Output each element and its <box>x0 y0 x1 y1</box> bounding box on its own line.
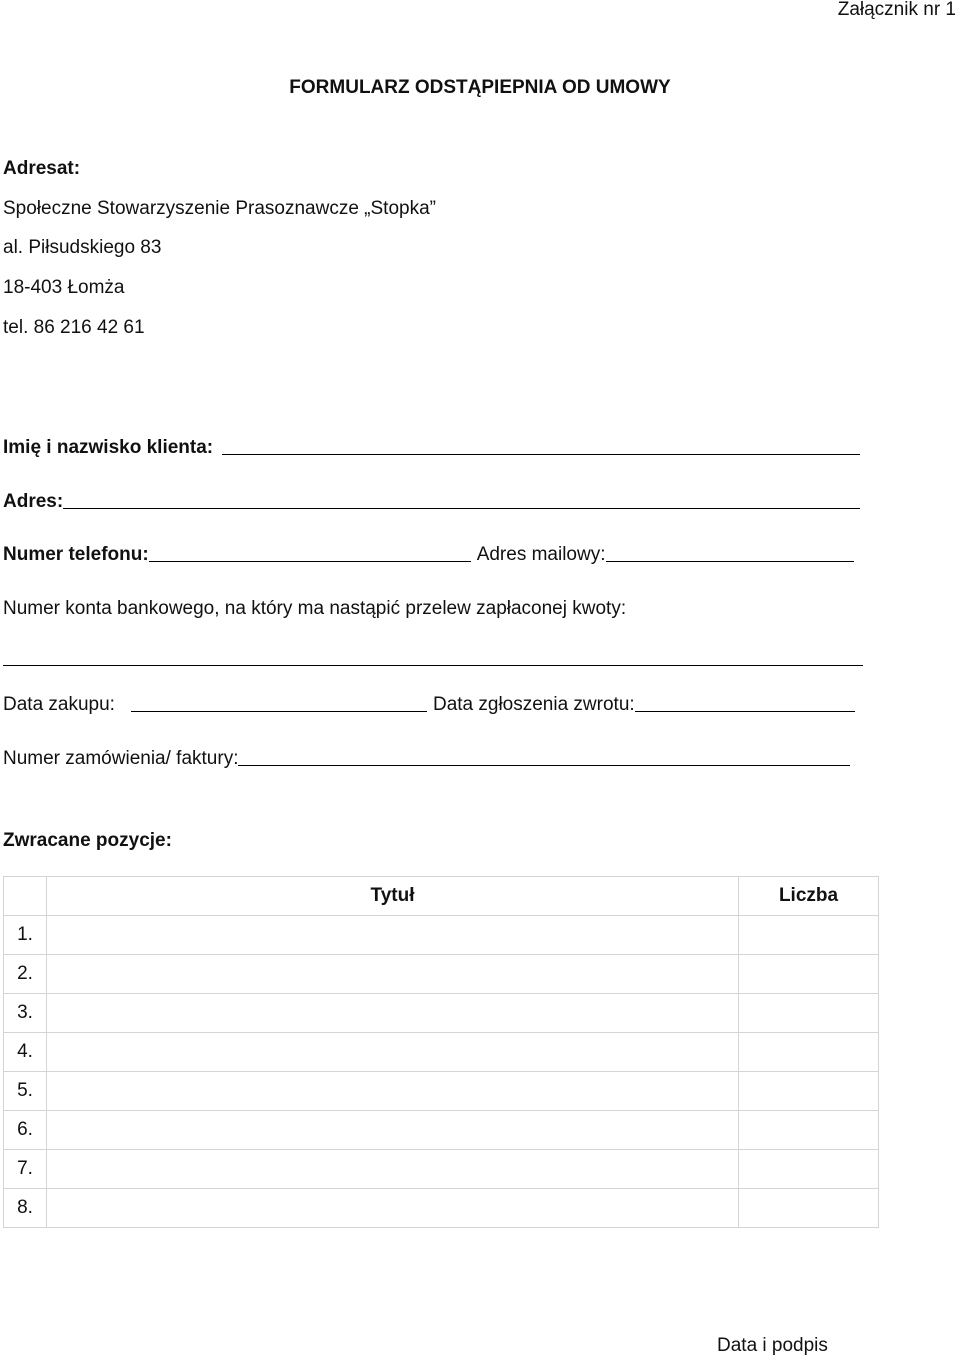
row-number: 5. <box>4 1072 47 1111</box>
name-label: Imię i nazwisko klienta: <box>3 437 214 458</box>
row-title-cell[interactable] <box>47 1033 739 1072</box>
row-count-cell[interactable] <box>739 1072 879 1111</box>
bank-fill-line[interactable] <box>3 665 863 666</box>
addressee-line: Społeczne Stowarzyszenie Prasoznawcze „Stopka” <box>3 198 436 219</box>
row-title-cell[interactable] <box>47 1150 739 1189</box>
row-number: 6. <box>4 1111 47 1150</box>
row-number: 3. <box>4 994 47 1033</box>
items-table <box>3 876 879 1228</box>
table-header-title: Tytuł <box>47 877 739 916</box>
table-row <box>4 1072 879 1111</box>
addressee-line: al. Piłsudskiego 83 <box>3 237 162 258</box>
table-header-count: Liczba <box>739 877 879 916</box>
row-count-cell[interactable] <box>739 994 879 1033</box>
signature-label: Data i podpis <box>717 1335 828 1356</box>
name-field <box>3 438 860 457</box>
row-number: 7. <box>4 1150 47 1189</box>
addressee-line: tel. 86 216 42 61 <box>3 317 145 338</box>
table-row <box>4 1150 879 1189</box>
return-date-label: Data zgłoszenia zwrotu: <box>432 694 635 715</box>
row-count-cell[interactable] <box>739 955 879 994</box>
row-count-cell[interactable] <box>739 1033 879 1072</box>
table-header-number <box>4 877 47 916</box>
return-date-fill-line[interactable] <box>635 710 855 712</box>
annex-label: Załącznik nr 1 <box>837 0 956 20</box>
address-label: Adres: <box>3 491 64 512</box>
email-fill-line[interactable] <box>606 560 854 562</box>
table-row <box>4 1111 879 1150</box>
purchase-date-fill-line[interactable] <box>131 710 427 712</box>
table-row <box>4 1189 879 1228</box>
table-row <box>4 955 879 994</box>
order-label: Numer zamówienia/ faktury: <box>3 748 239 769</box>
table-row <box>4 1033 879 1072</box>
row-title-cell[interactable] <box>47 1189 739 1228</box>
order-field <box>3 749 850 768</box>
row-number: 1. <box>4 916 47 955</box>
row-title-cell[interactable] <box>47 994 739 1033</box>
dates-field <box>3 695 855 714</box>
phone-email-field <box>3 545 854 564</box>
row-title-cell[interactable] <box>47 1111 739 1150</box>
row-number: 8. <box>4 1189 47 1228</box>
row-count-cell[interactable] <box>739 1111 879 1150</box>
email-label: Adres mailowy: <box>476 544 606 565</box>
row-title-cell[interactable] <box>47 1072 739 1111</box>
name-fill-line[interactable] <box>222 453 860 455</box>
bank-label: Numer konta bankowego, na który ma nastąpić przelew zapłaconej kwoty: <box>3 598 627 619</box>
order-fill-line[interactable] <box>238 764 850 766</box>
page-title: FORMULARZ ODSTĄPIEPNIA OD UMOWY <box>289 77 671 98</box>
addressee-line: 18-403 Łomża <box>3 277 125 298</box>
table-row <box>4 994 879 1033</box>
row-number: 4. <box>4 1033 47 1072</box>
purchase-date-label: Data zakupu: <box>3 694 115 715</box>
address-field <box>3 492 860 511</box>
address-fill-line[interactable] <box>63 507 860 509</box>
phone-label: Numer telefonu: <box>3 544 149 565</box>
row-title-cell[interactable] <box>47 916 739 955</box>
row-count-cell[interactable] <box>739 1189 879 1228</box>
table-row <box>4 916 879 955</box>
row-title-cell[interactable] <box>47 955 739 994</box>
addressee-label: Adresat: <box>3 158 81 179</box>
row-count-cell[interactable] <box>739 916 879 955</box>
row-number: 2. <box>4 955 47 994</box>
table-header-row <box>4 877 879 916</box>
phone-fill-line[interactable] <box>149 560 471 562</box>
items-heading: Zwracane pozycje: <box>3 830 172 851</box>
row-count-cell[interactable] <box>739 1150 879 1189</box>
